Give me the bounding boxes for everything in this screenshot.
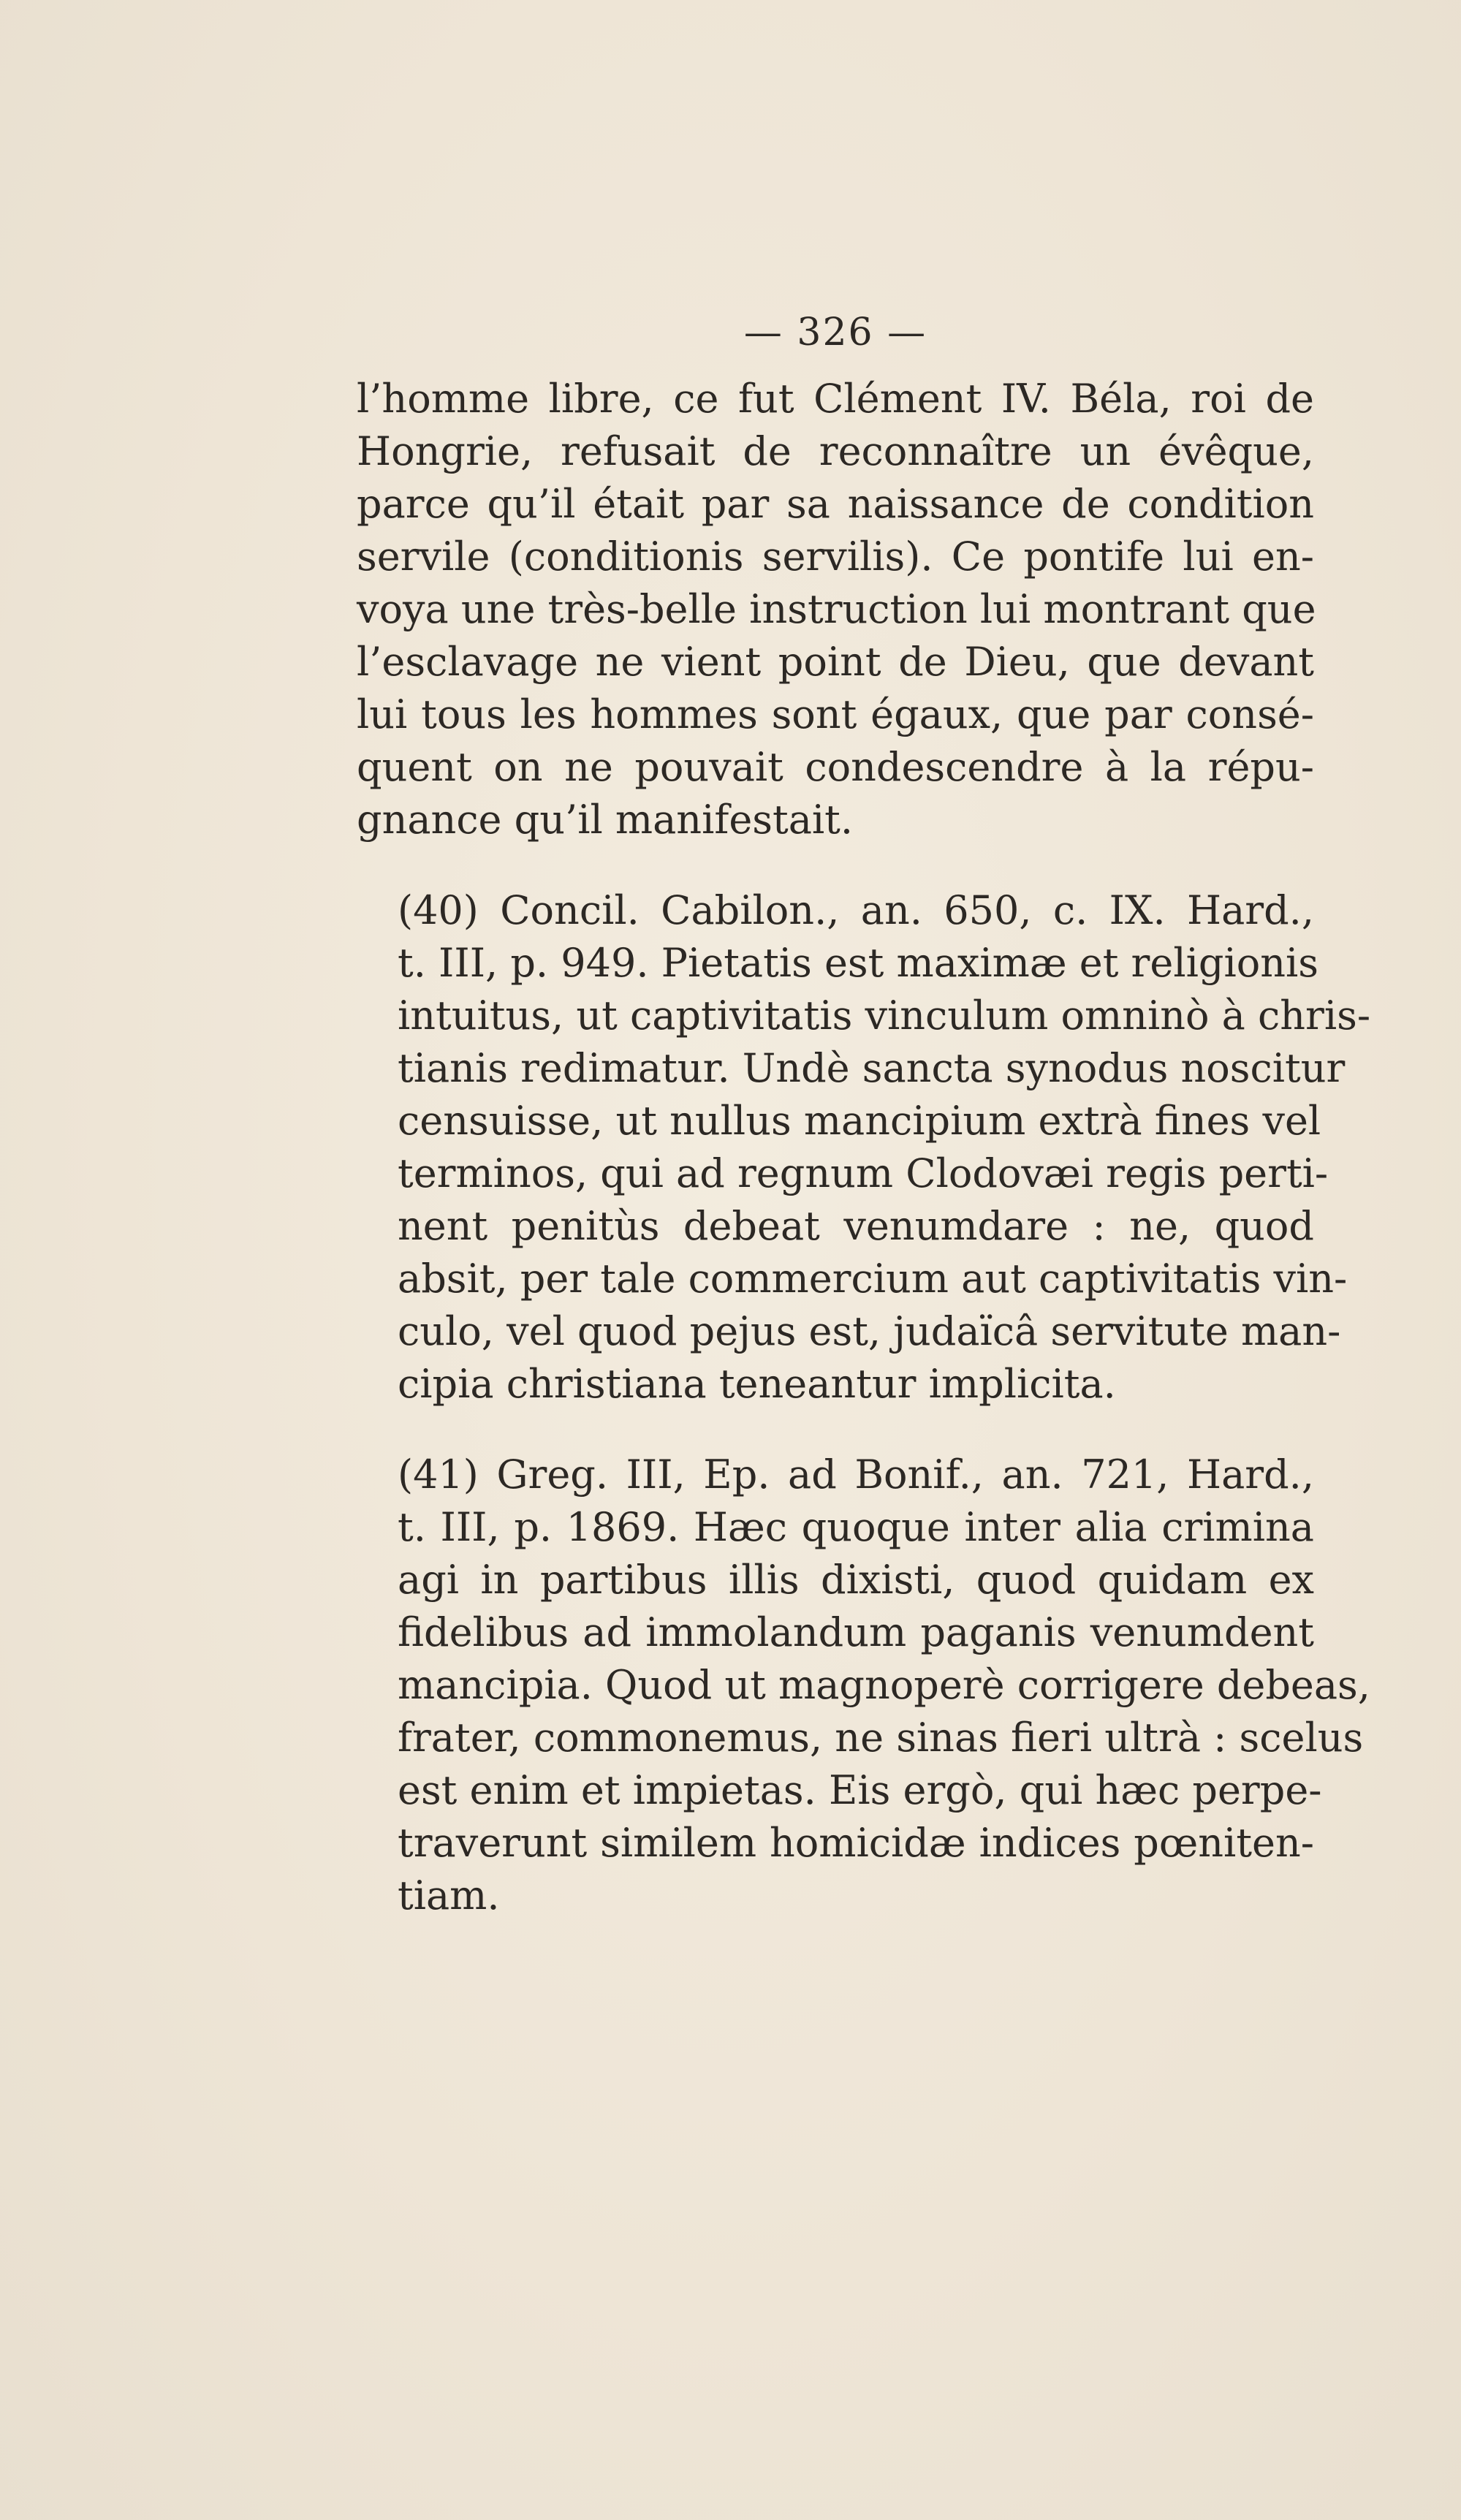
text-line: cipia christiana teneantur implicita.: [398, 1361, 1116, 1407]
text-line: t. III, p. 1869. Hæc quoque inter alia crimina: [398, 1504, 1314, 1550]
text-line: Hongrie, refusait de reconnaître un évêque,: [357, 428, 1314, 474]
text-line: est enim et impietas. Eis ergò, qui hæc perpe-: [398, 1767, 1322, 1813]
text-line: absit, per tale commercium aut captivitatis vin-: [398, 1256, 1348, 1302]
text-line: mancipia. Quod ut magnoperè corrigere debeas,: [398, 1662, 1370, 1708]
text-line: agi in partibus illis dixisti, quod quidam ex: [398, 1557, 1314, 1603]
text-line: (41) Greg. III, Ep. ad Bonif., an. 721, Hard.,: [398, 1451, 1314, 1498]
text-line: nent penitùs debeat venumdare : ne, quod: [398, 1203, 1314, 1249]
text-line: servile (conditionis servilis). Ce pontife lui en-: [357, 534, 1314, 580]
page-number: — 326 —: [743, 311, 927, 354]
text-line: intuitus, ut captivitatis vinculum omninò à chris-: [398, 993, 1371, 1039]
text-line: tianis redimatur. Undè sancta synodus noscitur: [398, 1045, 1346, 1091]
text-line: terminos, qui ad regnum Clodovæi regis perti-: [398, 1150, 1329, 1196]
text-line: gnance qu’il manifestait.: [357, 797, 854, 843]
text-line: (40) Concil. Cabilon., an. 650, c. IX. Hard.,: [398, 887, 1314, 933]
text-line: traverunt similem homicidæ indices pœniten-: [398, 1820, 1314, 1866]
text-line: censuisse, ut nullus mancipium extrà fines vel: [398, 1098, 1321, 1144]
text-line: frater, commonemus, ne sinas fieri ultrà : scelus: [398, 1715, 1364, 1761]
footnote-40: [357, 884, 1371, 1411]
main-paragraph: [357, 373, 1314, 846]
text-line: voya une très-belle instruction lui montrant que: [357, 586, 1316, 632]
text-line: lui tous les hommes sont égaux, que par consé-: [357, 691, 1314, 737]
text-block: [357, 307, 1371, 1922]
text-line: culo, vel quod pejus est, judaïcâ servitute man-: [398, 1308, 1341, 1354]
text-line: tiam.: [398, 1872, 500, 1919]
text-line: l’esclavage ne vient point de Dieu, que devant: [357, 639, 1314, 685]
text-line: t. III, p. 949. Pietatis est maximæ et religionis: [398, 940, 1318, 986]
footnote-41: [357, 1449, 1370, 1922]
text-line: quent on ne pouvait condescendre à la répu-: [357, 744, 1314, 790]
text-line: fidelibus ad immolandum paganis venumdent: [398, 1609, 1314, 1655]
text-line: l’homme libre, ce fut Clément IV. Béla, roi de: [357, 376, 1314, 422]
text-line: parce qu’il était par sa naissance de condition: [357, 481, 1314, 527]
